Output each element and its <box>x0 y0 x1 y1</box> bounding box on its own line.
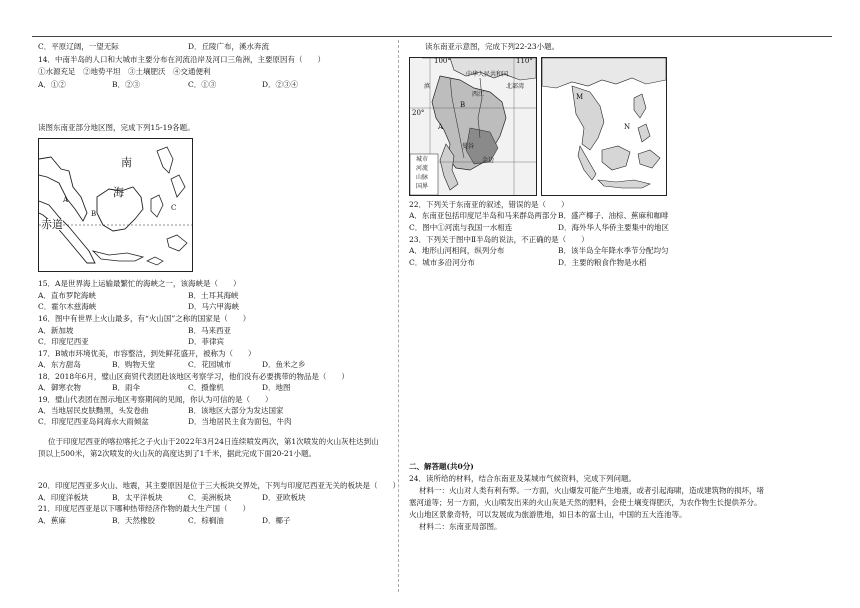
q23-opt-c: C．城市多沿河分布 <box>409 258 475 267</box>
q21-opt-d: D．椰子 <box>262 516 291 525</box>
q19-opt-c: C．印度尼西亚岛间海水大雨倾盆 <box>38 417 149 426</box>
map2-lat-20: 20° <box>412 109 425 117</box>
q18-opt-c: C．摄像机 <box>188 383 224 392</box>
map1-intro: 读图东南亚部分地区图，完成下列15-19各题。 <box>38 123 195 132</box>
q14-opt-d: D．②③④ <box>262 80 299 89</box>
map3-drawing <box>542 58 666 195</box>
q24-material2: 材料二：东南亚局部图。 <box>419 522 502 531</box>
q19-stem: 19．璧山代表团在图示地区考察期间的见闻，你认为可信的是（ ） <box>38 395 273 404</box>
section-heading: 二、解答题(共0分) <box>409 462 474 471</box>
q19-opt-b: B．该地区大部分为发达国家 <box>188 406 284 415</box>
map1-label-c: C <box>171 204 177 212</box>
map3-label-m: M <box>576 93 584 101</box>
q17-opt-b: B．购物天堂 <box>112 360 156 369</box>
map1-label-b: B <box>91 210 97 218</box>
map1-drawing <box>39 139 192 271</box>
map2-lon-100: 100° <box>434 57 451 65</box>
q20-stem: 20．印度尼西亚多火山、地震，其主要原因是位于三大板块交界处，下列与印度尼西亚无关的板块是（ ） <box>38 481 401 490</box>
q17-opt-a: A．东方甜岛 <box>38 360 81 369</box>
right-intro: 读东南亚示意图，完成下列22-23小题。 <box>425 42 560 51</box>
map2-gulf-label: 北部湾 <box>506 83 525 90</box>
q24-material1-line2: 塞河道等；另一方面，火山喷发出来的火山灰是天然的肥料，会使土壤变得肥沃，为农作物生长提供养分。 <box>409 498 762 507</box>
q21-opt-a: A．蕉麻 <box>38 516 66 525</box>
q21-opt-b: B．天然橡胶 <box>112 516 156 525</box>
q20-opt-c: C．美洲板块 <box>188 493 232 502</box>
option-d: D．丘陵广布，溪水奔流 <box>188 42 270 51</box>
map2-drawing <box>410 58 536 195</box>
q22-stem: 22．下列关于东南亚的叙述，错误的是（ ） <box>409 200 569 209</box>
column-divider <box>398 40 399 592</box>
q14-opt-b: B．②③ <box>112 80 141 89</box>
map1-label-equator: 赤道 <box>41 218 63 231</box>
q16-opt-a: A．新加坡 <box>38 326 74 335</box>
q23-stem: 23．下列关于图中Ⅱ半岛的说法，不正确的是（ ） <box>409 235 589 244</box>
q23-opt-d: D．主要的粮食作物是水稻 <box>558 258 647 267</box>
q18-opt-a: A．御寒衣物 <box>38 383 81 392</box>
q19-opt-d: D．当地居民主食为面包，牛肉 <box>188 417 292 426</box>
map2-bangkok-label: 曼谷 <box>462 143 475 150</box>
q17-stem: 17．B城市环境优美，市容整洁，到处鲜花盛开，被称为（ ） <box>38 349 256 358</box>
q22-opt-c: C．图中①河流与我国一水相连 <box>409 223 513 232</box>
q18-opt-d: D．地图 <box>262 383 291 392</box>
southeast-asia-map-2 <box>541 57 667 196</box>
q16-opt-c: C．印度尼西亚 <box>38 337 89 346</box>
q15-opt-c: C．霍尔木兹海峡 <box>38 302 97 311</box>
map2-lon-110: 110° <box>516 57 533 65</box>
map2-label-b: B <box>460 101 466 109</box>
q15-opt-a: A．直布罗陀海峡 <box>38 291 96 300</box>
q22-opt-b: B．盛产椰子、油棕、蕉麻和咖啡 <box>558 211 669 220</box>
map1-label-a: A <box>63 196 69 204</box>
map2-xijiang-label: 西江 <box>472 91 485 98</box>
q22-opt-d: D．海外华人华侨主要集中的地区 <box>558 223 670 232</box>
map1-label-hai: 海 <box>113 186 124 199</box>
q15-opt-d: D．马六甲海峡 <box>188 302 240 311</box>
q17-opt-d: D．鱼米之乡 <box>262 360 306 369</box>
q18-stem: 18．2018年6月，璧山区商贸代表团赴该地区考察学习，他们没有必要携带的物品是（ ） <box>38 372 349 381</box>
q14-opt-a: A．①② <box>38 80 66 89</box>
q24-material1-line3: 火山地区景象奇特，可以发展成为旅游胜地，如日本的富士山，中国的五大连池等。 <box>409 510 687 519</box>
q24-material1-line1: 材料一：火山对人类有利有弊。一方面，火山爆发可能产生地震，或者引起海啸，造成建筑物的损坏，堵 <box>419 486 764 495</box>
q16-opt-b: B．马来西亚 <box>188 326 232 335</box>
q15-opt-b: B．土耳其海峡 <box>188 291 239 300</box>
q16-stem: 16．图中有世界上火山最多，有“火山国”之称的国家是（ ） <box>38 314 251 323</box>
legend-river: 河流 <box>416 165 429 172</box>
q14-reasons: ①水源充足 ②地势平坦 ③土壤肥沃 ④交通便利 <box>38 67 211 76</box>
q21-stem: 21．印度尼西亚是以下哪种热带经济作物的最大生产国（ ） <box>38 504 251 513</box>
legend-city: 城市 <box>416 156 429 163</box>
map2-dian-label: 滇 <box>424 83 431 90</box>
q24-stem: 24．读所给的材料，结合东南亚及某城市气候资料，完成下列问题。 <box>409 474 637 483</box>
q19-opt-a: A．当地居民皮肤黝黑，头发卷曲 <box>38 406 149 415</box>
legend-border: 国界 <box>416 183 429 190</box>
map2-china-label: 中华人民共和国 <box>466 71 509 78</box>
q22-opt-a: A．东南亚包括印度尼半岛和马来群岛两部分 <box>409 211 557 220</box>
q20-opt-d: D．亚欧板块 <box>262 493 306 502</box>
page-top-rule <box>32 36 832 37</box>
option-c: C．平原辽阔，一望无际 <box>38 42 119 51</box>
q21-opt-c: C．棕榈油 <box>188 516 224 525</box>
q15-stem: 15．A是世界海上运输最繁忙的海峡之一，该海峡是（ ） <box>38 279 241 288</box>
q23-opt-a: A．地形山河相间，纵列分布 <box>409 246 505 255</box>
q18-opt-b: B．雨伞 <box>112 383 141 392</box>
q16-opt-d: D．菲律宾 <box>188 337 225 346</box>
passage-line-1: 位于印度尼西亚的喀拉喀托之子火山于2022年3月24日连续喷发两次，第1次喷发的火山灰柱达到山 <box>48 437 379 446</box>
map3-label-n: N <box>624 123 631 131</box>
q17-opt-c: C．花园城市 <box>188 360 232 369</box>
passage-line-2: 顶以上500米，第2次喷发的火山灰的高度达到了1千米，据此完成下面20-21小题。 <box>38 449 316 458</box>
q14-stem: 14．中南半岛的人口和大城市主要分布在河流沿岸及河口三角洲，主要原因有（ ） <box>38 55 326 64</box>
legend-mountain: 山脉 <box>416 174 429 181</box>
map1-label-nan: 南 <box>121 156 132 169</box>
q14-opt-c: C．①③ <box>188 80 217 89</box>
map2-phnompenh-label: 金边 <box>482 157 495 164</box>
southeast-asia-map-1 <box>38 138 193 272</box>
q20-opt-a: A．印度洋板块 <box>38 493 89 502</box>
q20-opt-b: B．太平洋板块 <box>112 493 163 502</box>
map2-label-a: A <box>438 123 444 131</box>
indochina-map <box>409 57 537 196</box>
q23-opt-b: B．该半岛全年降水季节分配均匀 <box>558 246 669 255</box>
